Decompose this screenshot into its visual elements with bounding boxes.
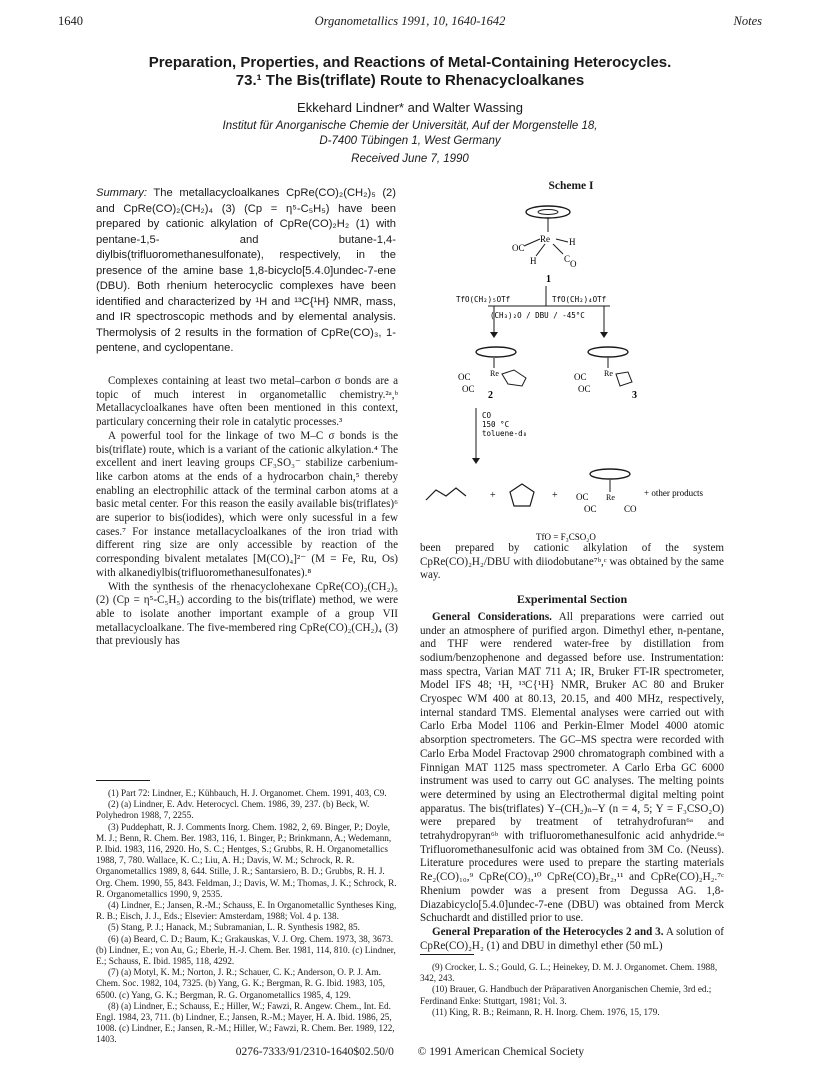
svg-text:O: O [570,259,577,269]
article-title [60,54,760,90]
title-line-1: Preparation, Properties, and Reactions of Metal-Containing Heterocycles. [148,54,672,71]
reference-item: (1) Part 72: Lindner, E.; Kühbauch, H. J. Organomet. Chem. 1991, 403, C9. [108,788,387,798]
copyright: © 1991 American Chemical Society [417,1046,585,1058]
scheme-title: Scheme I [548,180,594,192]
other-products: + other products [644,488,704,498]
cyclopentane-structure [510,484,534,506]
affiliation-line-2: D-7400 Tübingen 1, West Germany [319,135,501,147]
reference-item: (4) Lindner, E.; Jansen, R.-M.; Schauss, E. In Organometallic Syntheses King, R. B.; Eisch, J. J., Eds.; Elsevier: Amsterdam, 1988; Vol. 4 p. 138. [96,900,397,922]
right-column-body [420,542,724,953]
pentene-structure [426,488,466,500]
general-preparation-text: A solution of CpRe(CO)₂H₂ (1) and DBU in dimethyl ether (50 mL) [420,925,724,952]
references-left [96,788,398,1046]
svg-text:H: H [569,237,576,247]
svg-text:OC: OC [458,372,471,382]
article-code: 0276-7333/91/2310-1640$02.50/0 [235,1046,394,1058]
compound-1-structure [512,206,577,269]
left-column-body [96,375,398,649]
reagent-pentane-bis-triflate: TfO(CH₂)₅OTf [456,295,511,304]
journal-citation: Organometallics 1991, 10, 1640-1642 [314,14,506,28]
general-preparation-label: General Preparation of the Heterocycles 2 and 3. [432,925,664,938]
svg-text:+: + [490,490,496,501]
summary [96,186,396,357]
reference-item: (9) Crocker, L. S.; Gould, G. L.; Heinekey, D. M. J. Organomet. Chem. 1988, 342, 243. [420,962,718,984]
thermolysis-temperature: 150 °C [482,420,510,429]
reference-item: (5) Stang, P. J.; Hanack, M.; Subramanian, L. R. Synthesis 1982, 85. [108,922,360,933]
affiliation-line-1: Institut für Anorganische Chemie der Universität, Auf der Morgenstelle 18, [222,120,598,132]
thermolysis-co: CO [482,411,492,420]
paragraph-2: A powerful tool for the linkage of two M–C σ bonds is the bis(triflate) route, which is a variant of the cationic alkylation.⁴ The excellent and inert leaving groups CF₃SO₃⁻ stabilize carbenium-like carbon atoms at the ends of a hydrocarbon chain,⁵ thereby enabling an electrophilic attack of the terminal carbon atoms at a basic metal center. For this reason the easily available bis(triflates)⁶ are superior to bis(iodides), which were only sucessful in a few cases.⁷ For instance metallacycloalkanes of the iron triad with different ring size are only accessible by reaction of the corresponding bivalent metalates [M(CO)₄]²⁻ (M = Fe, Ru, Os) with alkanediylbis(trifluoromethanesulfonates).⁸ [96,429,398,579]
paragraph-1: Complexes containing at least two metal–carbon σ bonds are a topic of much interest in organometallic chemistry.²ᵃ,ᵇ Metallacycloalkanes have often been mentioned in this context, particulary concerning their role in catalytic processes.³ [96,375,398,429]
svg-text:Re: Re [606,493,615,502]
references-right [420,962,724,1018]
summary-label: Summary: [96,187,147,199]
reference-item: (6) (a) Beard, C. D.; Baum, K.; Grakauskas, V. J. Org. Chem. 1973, 38, 3673. (b) Lindner, E.; von Au, G.; Eberle, H.-J. Chem. Ber. 1981, 114, 810. (c) Lindner, E.; Schauss, E. Ibid. 1985, 118, 4292. [96,933,396,967]
svg-text:OC: OC [584,504,597,514]
affiliation [60,119,760,149]
reference-item: (11) King, R. B.; Reimann, R. H. Inorg. Chem. 1976, 15, 179. [432,1006,660,1017]
scheme-drawing [418,194,724,544]
general-considerations-label: General Considerations. [432,610,552,623]
reference-item: (7) (a) Motyl, K. M.; Norton, J. R.; Schauer, C. K.; Anderson, O. P. J. Am. Chem. Soc. 1982, 104, 7325. (b) Yang, G. K.; Bergman, R. G. Ibid. 1983, 105, 6500. (c) Yang, G. K.; Bergman, R. G. Organometallics 1985, 4, 129. [96,967,385,1000]
paragraph-continuation: been prepared by cationic alkylation of the system CpRe(CO)₂H₂/DBU with diiodobutane⁷ᵇ,ᶜ was obtained by the same way. [420,542,724,582]
compound-2-label: 2 [488,390,493,401]
received-date: Received June 7, 1990 [351,153,469,165]
svg-text:CO: CO [624,504,637,514]
general-considerations [420,611,724,926]
svg-text:OC: OC [512,243,525,253]
section-label: Notes [733,14,762,28]
svg-text:OC: OC [576,492,589,502]
thermolysis-solvent: toluene-d₈ [482,429,528,438]
footnote-rule-right [420,954,474,955]
svg-text:H: H [530,256,537,266]
reference-item: (8) (a) Lindner, E.; Schauss, E.; Hiller, W.; Fawzi, R. Angew. Chem., Int. Ed. Engl. 1984, 23, 711. (b) Lindner, E.; Jansen, R.-M.; Mayer, H. A. Ibid. 1986, 25, 1008. (c) Lindner, E.; Jansen, R.-M.; Hiller, W.; Fawzi, R. Chem. Ber. 1989, 122, 1403. [96,1000,395,1045]
general-considerations-text: All preparations were carried out under an atmosphere of purified argon. Dimethyl ether, n-pentane, and THF were rendered water-free by distillation from sodium/benzophenone and degassed before use. Instrumentation: mass spectra, Varian MAT 711 A; IR, Bruker FT-IR spectrometer, Model IFS 48; ¹H, ¹³C{¹H} NMR, Bruker AC 80 and Bruker Cryospec WM 400 at 80.13, 20.15, and 400 MHz, respectively, internal standard TMS. Elemental analyses were carried out with Carlo Erba Model 1106 and Perkin-Elmer Model 4000 atomic absorption spectrometers. The GC–MS spectra were recorded with Carlo Erba Model Fractovap 2900 chromatograph combined with a Finnigan MAT 1125 mass spectrometer. A Carlo Erba GC 6000 instrument was used to carry out GC analyses. The melting points were determined by using an Electrothermal digital melting point apparatus. The bis(triflates) Y–(CH₂)ₙ–Y (n = 4, 5; Y = F₃CSO₂O) were prepared by treatment of tetrahydrofuran⁶ᵃ and tetrahydropyran⁶ᵇ with trifluoromethanesulfonic acid anhydride.⁶ᵃ Trifluoromethanesulfonic acid was obtained from 3M Co. (Neuss). Literature procedures were used to prepare the starting materials Re₂(CO)₁₀,⁹ CpRe(CO)₃,¹⁰ CpRe(CO)₂Br₂,¹¹ and CpRe(CO)₂H₂.⁷ᶜ Rhenium powder was a present from Degussa AG. 1,8-Diazabicyclo[5.4.0]undec-7-ene (DBU) was obtained from Merck Schuchardt and distilled prior to use. [420,610,725,925]
svg-text:+: + [552,490,558,501]
footnote-rule [96,780,150,781]
authors: Ekkehard Lindner* and Walter Wassing [297,100,523,115]
compound-1-label: 1 [546,274,551,285]
experimental-heading: Experimental Section [516,592,628,607]
reaction-conditions: (CH₃)₂O / DBU / -45°C [490,311,585,320]
svg-text:Re: Re [490,369,499,378]
page-footer [0,1046,820,1058]
cpre-co3-structure [576,469,637,514]
paragraph-3: With the synthesis of the rhenacyclohexane CpRe(CO)₂(CH₂)₅ (2) (Cp = η⁵-C₅H₅) according to the bis(triflate) method, we were able to isolate another important example of a group VII metallacycloalkane. The five-membered ring CpRe(CO)₂(CH₂)₄ (3) that previously has [96,580,398,648]
general-preparation [420,926,724,953]
svg-text:C: C [564,254,571,264]
svg-text:OC: OC [578,384,591,394]
reference-item: (10) Brauer, G. Handbuch der Präparativen Anorganischen Chemie, 3rd ed.; Ferdinand Enke: Stuttgart, 1981; Vol. 3. [420,984,712,1006]
reference-item: (2) (a) Lindner, E. Adv. Heterocycl. Chem. 1986, 39, 237. (b) Beck, W. Polyhedron 1988, 7, 2255. [96,799,370,821]
compound-2-structure [458,347,526,394]
compound-3-structure [574,347,632,394]
reference-item: (3) Puddephatt, R. J. Comments Inorg. Chem. 1982, 2, 69. Binger, P.; Doyle, M. J.; Benn, R. Chem. Ber. 1983, 116, 1. Binger, P.; Brinkmann, A.; Wedemann, P. Ibid. 1983, 116, 2920. Ho, S. C.; Hentges, S.; Grubbs, R. H. Organometallics 1988, 7, 780. Wallace, K. C.; Liu, A. H.; Davis, W. M.; Schrock, R. R. Organometallics 1989, 8, 644. Stille, J. R.; Santarsiero, B. D.; Grubbs, R. H. J. Org. Chem. 1990, 55, 843. Feldman, J.; Davis, W. M.; Thomas, J. K.; Schrock, R. R. Organometallics 1990, 9, 2535. [96,821,397,899]
summary-text: The metallacycloalkanes CpRe(CO)₂(CH₂)₅ (2) and CpRe(CO)₂(CH₂)₄ (3) (Cp = η⁵-C₅H₅) have been prepared by cationic alkylation of CpRe(CO)₂H₂ (1) with pentane-1,5- and butane-1,4-diylbis(trifluoromethanesulfonate), respectively, in the presence of the amine base 1,8-bicyclo[5.4.0]undec-7-ene (DBU). Both rhenium heterocyclic complexes have been identified and characterized by ¹H and ¹³C{¹H} NMR, mass, and IR spectroscopic methods and by elemental analysis. Thermolysis of 2 results in the formation of CpRe(CO)₃, 1-pentene, and cyclopentane. [96,187,397,354]
svg-text:OC: OC [574,372,587,382]
title-line-2: 73.¹ The Bis(triflate) Route to Rhenacycloalkanes [235,72,585,89]
reagent-butane-bis-triflate: TfO(CH₂)₄OTf [552,295,607,304]
scheme-figure [418,180,724,540]
compound-3-label: 3 [632,390,637,401]
page-number: 1640 [58,14,83,28]
svg-text:OC: OC [462,384,475,394]
svg-text:Re: Re [604,369,613,378]
tfo-definition: TfO = F₃CSO₂O [536,532,596,542]
svg-text:Re: Re [540,234,550,244]
